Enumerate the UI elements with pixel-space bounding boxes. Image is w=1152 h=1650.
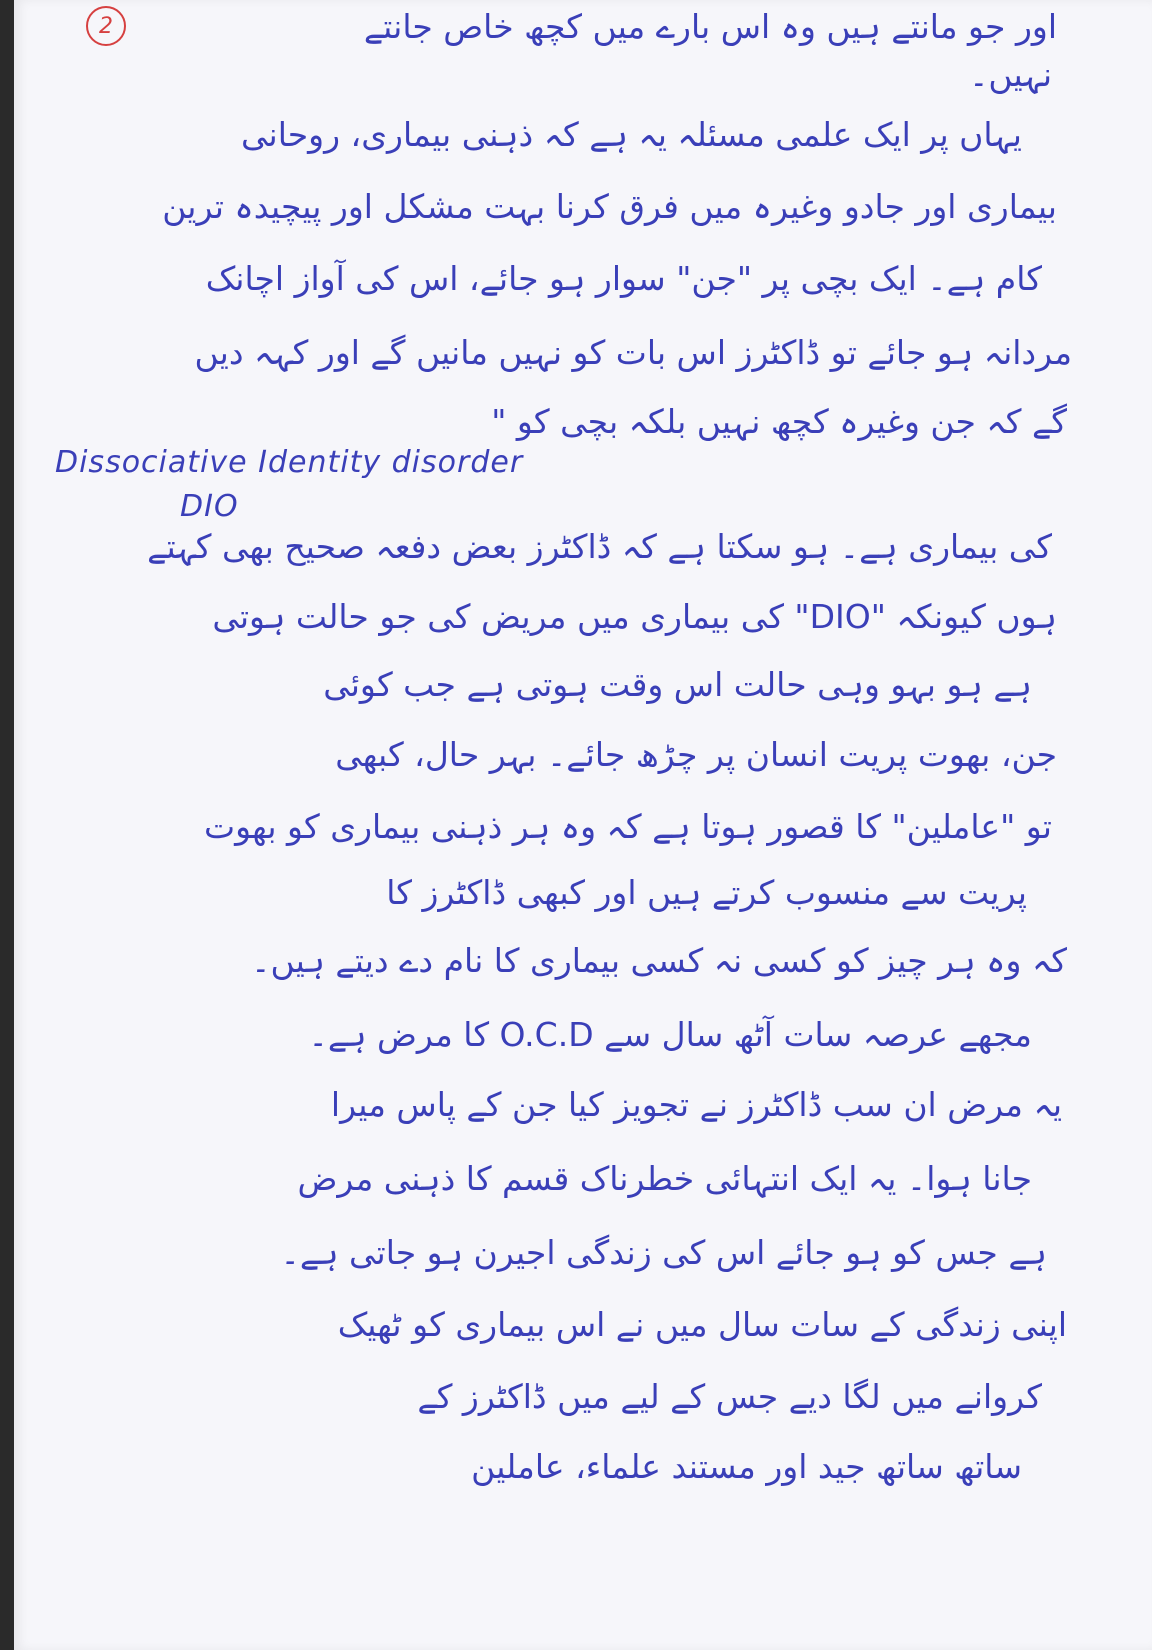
handwritten-line: بیماری اور جادو وغیرہ میں فرق کرنا بہت مشکل اور پیچیدہ ترین [162,187,1057,226]
page-number-circle [86,6,126,46]
handwritten-line: مجھے عرصہ سات آٹھ سال سے O.C.D کا مرض ہے۔ [308,1015,1032,1054]
handwritten-line: اور جو مانتے ہیں وہ اس بارے میں کچھ خاص جانتے [363,7,1057,46]
handwritten-line: جانا ہوا۔ یہ ایک انتہائی خطرناک قسم کا ذہنی مرض [297,1159,1032,1198]
handwritten-line: تو "عاملین" کا قصور ہوتا ہے کہ وہ ہر ذہنی بیماری کو بھوت [204,807,1052,846]
handwritten-line: یہ مرض ان سب ڈاکٹرز نے تجویز کیا جن کے پاس میرا [330,1085,1062,1124]
handwritten-line: جن، بھوت پریت انسان پر چڑھ جائے۔ بہر حال، کبھی [335,735,1057,774]
handwritten-line: مردانہ ہو جائے تو ڈاکٹرز اس بات کو نہیں مانیں گے اور کہہ دیں [194,333,1072,372]
handwritten-line: یہاں پر ایک علمی مسئلہ یہ ہے کہ ذہنی بیماری، روحانی [241,115,1022,154]
handwritten-line: ہے جس کو ہو جائے اس کی زندگی اجیرن ہو جاتی ہے۔ [280,1233,1047,1272]
handwritten-line: کی بیماری ہے۔ ہو سکتا ہے کہ ڈاکٹرز بعض دفعہ صحیح بھی کہتے [147,527,1052,566]
handwritten-line: اپنی زندگی کے سات سال میں نے اس بیماری کو ٹھیک [337,1305,1067,1344]
handwritten-line: کہ وہ ہر چیز کو کسی نہ کسی بیماری کا نام دے دیتے ہیں۔ [251,941,1067,980]
handwritten-line: کروانے میں لگا دیے جس کے لیے میں ڈاکٹرز کے [417,1377,1042,1416]
handwritten-line: گے کہ جن وغیرہ کچھ نہیں بلکہ بچی کو " [491,402,1067,441]
handwritten-abbreviation: DIO [180,489,239,524]
handwritten-line: پریت سے منسوب کرتے ہیں اور کبھی ڈاکٹرز کا [386,873,1027,912]
handwritten-line: نہیں۔ [969,55,1052,94]
handwritten-latin-term: Dissociative Identity disorder [55,445,524,480]
handwritten-line: ہے ہو بہو وہی حالت اس وقت ہوتی ہے جب کوئی [323,665,1032,704]
page-number: 2 [99,13,113,39]
handwritten-line: ہوں کیونکہ "DIO" کی بیماری میں مریض کی جو حالت ہوتی [212,597,1057,636]
handwritten-line: ساتھ ساتھ جید اور مستند علماء، عاملین [471,1447,1022,1486]
handwritten-line: کام ہے۔ ایک بچی پر "جن" سوار ہو جائے، اس کی آواز اچانک [205,259,1042,298]
